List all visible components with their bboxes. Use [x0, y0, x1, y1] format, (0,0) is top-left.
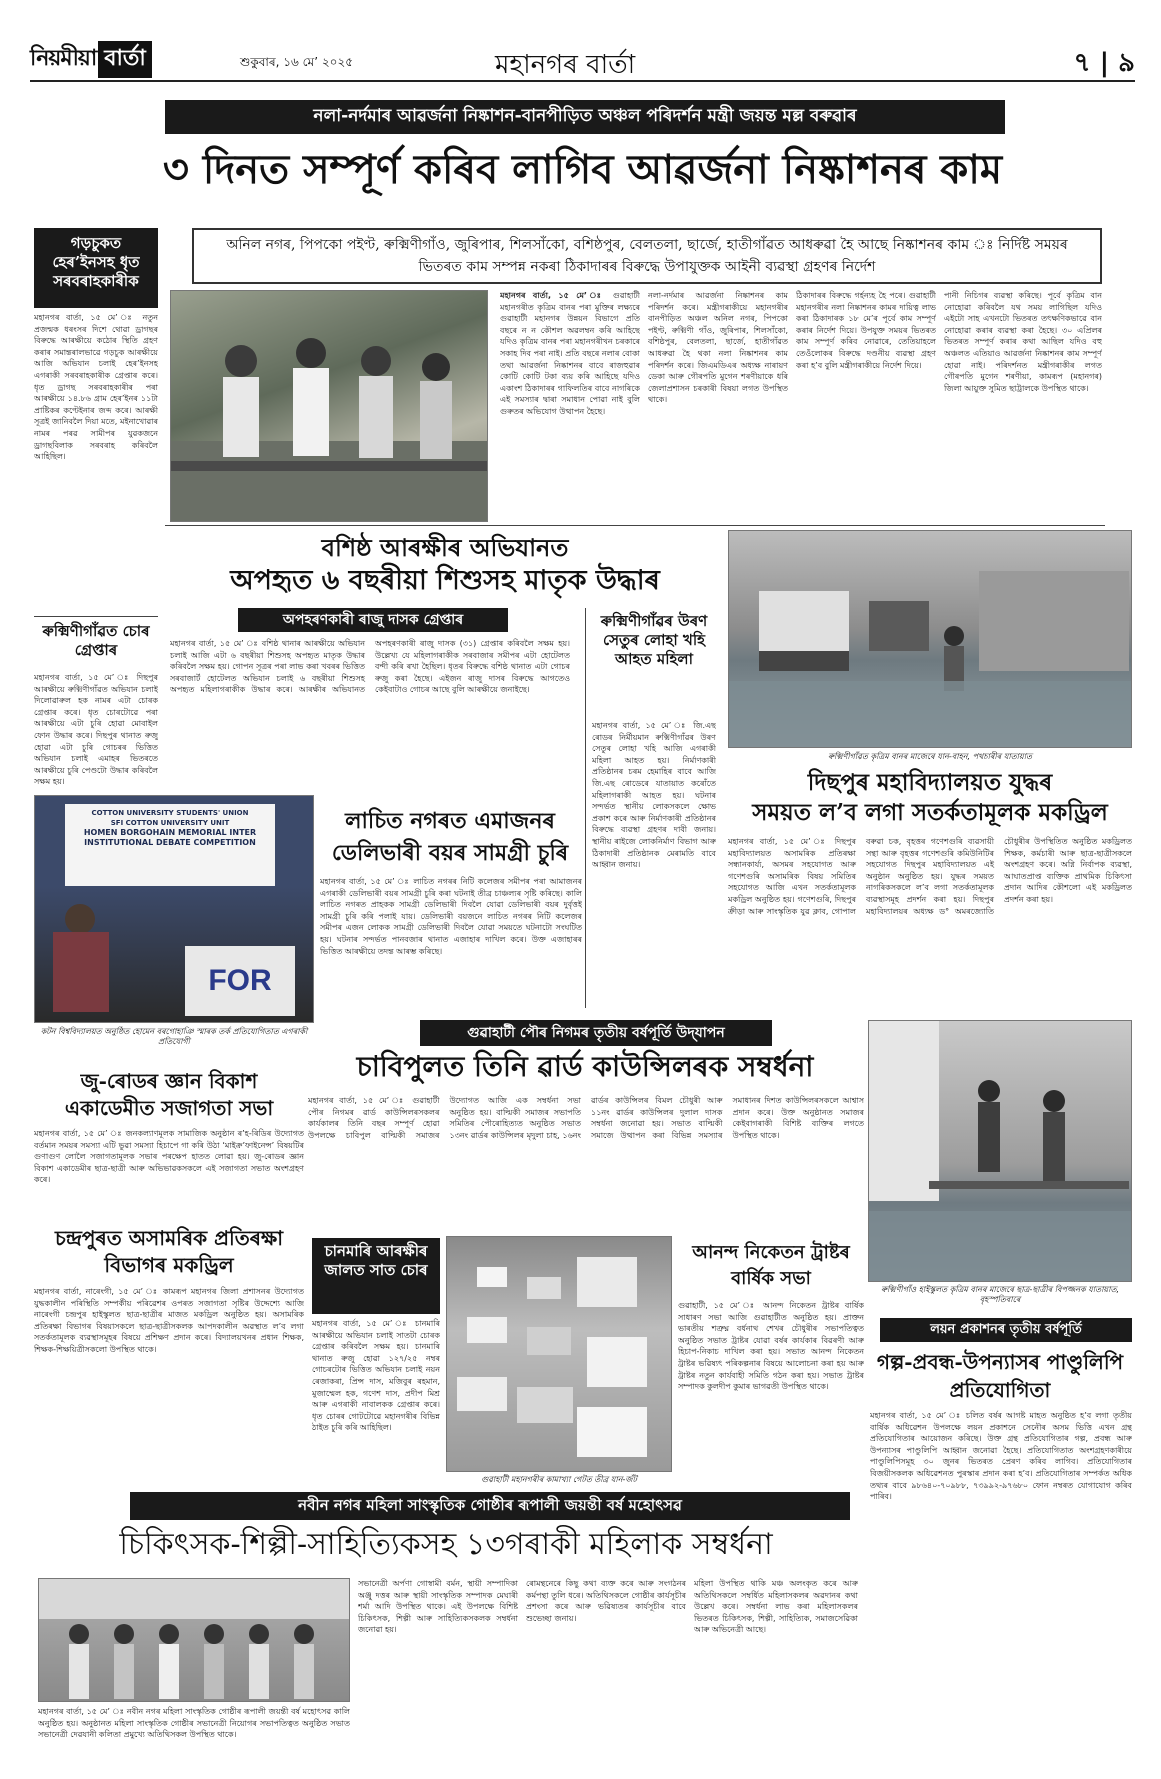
zoo-body: মহানগৰ বাৰ্তা, ১৫ মে’ ঃ জনকল্যাণমূলক সামাজিক অনুষ্ঠান ৰ’হ-ৰিডিৰ উদ্যোগত বৰ্তমান সময়ৰ সমস্যা এটি ভুৱা সমস্যা হিচাপে গা কৰি উঠা ‘মাইক্ৰ’ফাইনেন্স’ বিষয়টিৰ গুণাগুণ লোলৈ সজাগতামূলক সভাৰ পৰক্ষেপ হাতত লোৱা হয়। জু-ৰোডৰ জ্ঞান বিকাশ একাডেমীৰ ছাত্ৰ-ছাত্ৰী আৰু অভিভাৱকসকলে এই সজাগতা সভাত অংশগ্ৰহণ কৰে।: [34, 1129, 304, 1185]
podium: FOR: [185, 946, 295, 1016]
flood-illustration: [729, 531, 1132, 748]
zoo-headline: জু-ৰোডৰ জ্ঞান বিকাশ একাডেমীত সজাগতা সভা: [64, 1069, 274, 1120]
debate-competition-photo: [34, 795, 314, 1023]
lead-headline: ৩ দিনত সম্পূৰ্ণ কৰিব লাগিব আৱৰ্জনা নিষ্কাশনৰ কাম: [162, 146, 1003, 193]
students-illustration: [869, 1021, 1132, 1282]
chandmari-body: মহানগৰ বাৰ্তা, ১৫ মে’ ঃ চানমাৰি আৰক্ষীয়ে অভিযান চলাই সাতটা চোৰক গ্ৰেপ্তাৰ কৰিবলৈ সক্ষম হয়। চানমাৰি থানাত ৰুজু হোৱা ১২৭/২৫ নম্বৰ গোচৰটোৰ ভিত্তিত অভিযান চলাই নয়ন ৰেজাকৰা, প্ৰিন্স দাস, মজিবুৰ ৰহমান, মুজাম্মেল হক, গণেশ দাস, প্ৰদীপ মিশ্ৰ আৰু এগৰাকী নাবালকক গ্ৰেপ্তাৰ কৰে। ধৃত চোৰৰ গোটটোৱে মহানগৰীৰ বিভিন্ন ঠাইত চুৰি কৰি আহিছিল।: [312, 1319, 440, 1433]
traffic-photo-caption: গুৱাহাটী মহানগৰীৰ কামাখ্যা গেটত তীব্ৰ যান-জঁট: [481, 1475, 637, 1484]
page-number: ৭ | ৯: [1073, 48, 1135, 78]
brief-theft-body: মহানগৰ বাৰ্তা, ১৫ মে’ ঃ দিছপুৰ আৰক্ষীয়ে ৰুক্মিণীগাঁৱত অভিযান চলাই দিলোৱাৰুল হক নামৰ এটা চোৰক গ্ৰেপ্তাৰ কৰে। ধৃত চোৰটোৱে পৰা আৰক্ষীয়ে এটা চুৰি হোৱা মোবাইল ফোন উদ্ধাৰ কৰে। দিছপুৰ থানাত ৰুজু হোৱা এটা চুৰি গোচৰৰ ভিত্তিত অভিযান চলাই এমাহৰ ভিতৰতে আৰক্ষীয়ে চুৰি পেণ্ডটো উদ্ধাৰ কৰিবলৈ সক্ষম হয়।: [34, 673, 158, 787]
minister-inspection-photo: [170, 290, 488, 522]
women-headline: চিকিৎসক-শিল্পী-সাহিত্যিকসহ ১৩গৰাকী মহিলাক সম্বৰ্ধনা: [119, 1527, 773, 1562]
lead-body-text1: গুৱাহাটী মহানগৰীত কৃত্ৰিম বানৰ পৰা মুক্তিৰ লক্ষ্যৰে গুৱাহাটী মহানগৰ উন্নয়ন বিভাগে প্ৰতি বছৰে ন ন কৌশল অৱলম্বন কৰি আহিছে যদিও কৃত্ৰিম বানৰ পৰা মহানগৰীখন চৰকাৰে সকাহ দিব পৰা নাই। প্ৰতি বছৰে নলাৰ বোকা তথা আৱৰ্জনা নিষ্কাশনৰ বাবে ৰাজহুৱাৰ কোটি কোটি টকা ব্যয় কৰি আহিছে যদিও একাংশ ঠিকাদাৰৰ গাফিলতিৰ বাবে নাগৰিকে এই সমস্যাৰ দ্বাৰা সমাধান পোৱা নাই বুলি গুৰুতৰ অভিযোগ উত্থাপন হৈছে।: [500, 291, 640, 416]
section-title: মহানগৰ বাৰ্তা: [495, 50, 636, 80]
divider: [165, 525, 1105, 526]
divider: [585, 608, 586, 1008]
lead-body-col2: নলা-নৰ্দমাৰ আৱৰ্জনা নিষ্কাশনৰ কাম পৰিদৰ্শন কৰে। মন্ত্ৰীগৰাকীয়ে মহানগৰীৰ বানপীড়িত অঞ্চল অনিল নগৰ, পিপকো পইণ্ট, ৰুক্মিণী গাঁও, জুৰিপাৰ, শিলসাঁকো, বশিষ্ঠপুৰ, বেলতলা, ছাৰ্জে, হাতীগাঁৱত আধৰুৱা হৈ থকা নলা নিষ্কাশনৰ কাম পৰিদৰ্শন কৰে। জিএমডিএৰ অধ্যক্ষ নাৰায়ণ ডেকা আৰু গৌৰপতি মুগেন শৰণীয়াকে ধৰি জেলাপ্ৰশাসন চৰকাৰী বিষয়া লগত উপস্থিত থাকে।: [648, 291, 788, 405]
speaker-head: [65, 904, 95, 934]
ananda-headline: আনন্দ নিকেতন ট্ৰাষ্টৰ বাৰ্ষিক সভা: [692, 1242, 850, 1289]
lion-strap: লয়ন প্ৰকাশনৰ তৃতীয় বৰ্ষপূৰ্তি: [880, 1318, 1132, 1342]
lion-headline: গল্প-প্ৰবন্ধ-উপন্যাসৰ পাণ্ডুলিপি প্ৰতিযোগিতা: [876, 1350, 1124, 1402]
rescue-body: মহানগৰ বাৰ্তা, ১৫ মে’ ঃ বশিষ্ঠ থানাৰ আৰক্ষীয়ে অভিযান চলাই আজি এটা ৬ বছৰীয়া শিশুসহ অপহৃত মাতৃক উদ্ধাৰ কৰিবলৈ সক্ষম হয়। গোপন সূত্ৰৰ পৰা লাভ কৰা খবৰৰ ভিত্তিত সৰবাজাৰ্ট হোটেলত অভিযান চলাই ৬ বছৰীয়া শিশুসহ অপহৃত মহিলাগৰাকীক উদ্ধাৰ কৰে। আৰক্ষীৰ অভিযানত অপহৰণকাৰী ৰাজু দাসক (৩১) গ্ৰেপ্তাৰ কৰিবলৈ সক্ষম হয়। উল্লেখ্য যে মহিলাগৰাকীক সৰবাজাৰ সমীপৰ এটা হোটেলত বন্দী কৰি ৰখা হৈছিল। ধৃতৰ বিৰুদ্ধে বশিষ্ঠ থানাত এটা গোচৰ ৰুজু কৰা হৈছে। এইজন ৰাজু দাসৰ বিৰুদ্ধে আগতেও কেইবাটাও গোচৰ আছে বুলি আৰক্ষীয়ে জনাইছে।: [170, 639, 570, 695]
issue-date: শুকুবাৰ, ১৬ মে’ ২০২৫: [240, 55, 354, 69]
flood-photo-caption: ৰুক্মিণীগাঁৱত কৃত্ৰিম বানৰ মাজেৰে যান-বাহন, পথচাৰীৰ যাতায়াত: [827, 752, 1033, 761]
bridge-body: মহানগৰ বাৰ্তা, ১৫ মে’ ঃ জি.এছ ৰোডৰ নিৰ্মীয়মান ৰুক্মিণীগাঁৱৰ উৰণ সেতুৰ লোহা খহি আজি এগৰাকী মহিলা আহত হয়। নিৰ্মাণকাৰী প্ৰতিষ্ঠানৰ চৰম হেমাহিৰ বাবে আজি জি.এছ ৰোডেৰে যাতায়াত কৰোঁতে মহিলাগৰাকী আহত হয়। ঘটনাৰ সন্দৰ্ভত স্থানীয় লোকসকলে ক্ষোভ প্ৰকাশ কৰে আৰু নিৰ্মাণকাৰী প্ৰতিষ্ঠানৰ বিৰুদ্ধে ব্যৱস্থা গ্ৰহণৰ দাবী জনায়। স্থানীয় ৰাইজে লোকনিৰ্মাণ বিভাগ আৰু ঠিকাদাৰী প্ৰতিষ্ঠানক মেৰামতি বাবে আহ্বান জনায়।: [592, 721, 716, 870]
lead-body-col3: ঠিকাদাৰৰ বিৰুদ্ধে গৰ্হন্যহ হৈ পৰে। গুৱাহাটী মহানগৰীৰ নলা নিষ্কাশনৰ কামৰ দায়িত্ব লাভ কৰা ঠিকাদাৰক ১৮ মে’ৰ পূৰ্বে কাম সম্পূৰ্ণ কৰাৰ নিৰ্দেশ দিয়ে। উপযুক্ত সময়ৰ ভিতৰত কাম সম্পূৰ্ণ কৰিব নোৱাৰে, তেতিয়াহলে তেওঁলোকৰ বিৰুদ্ধে দণ্ডনীয় ব্যৱস্থা গ্ৰহণ কৰা হ’ব বুলি মন্ত্ৰীগৰাকীয়ে নিৰ্দেশ দিয়ে।: [796, 291, 936, 370]
school-flood-photo: [868, 1020, 1132, 1282]
event-banner: [65, 804, 275, 886]
dispur-headline2: সময়ত ল’ব লগা সতৰ্কতামূলক মকড্ৰিল: [752, 799, 1108, 826]
dispur-body: মহানগৰ বাৰ্তা, ১৫ মে’ ঃ দিছপুৰ মহাবিদ্যালয়ত অসামৰিক প্ৰতিৰক্ষা সন্ধানকাৰ্য্য, অসমৰ সহযোগত আৰু গণেশগুৰি অসামৰিক বিষয় সমিতিৰ সহযোগত আজি এখন সতৰ্কতামূলক মকড্ৰিল অনুষ্ঠিত হয়। গণেশগুৰি, দিছপুৰ ক্ৰীড়া আৰু সাংস্কৃতিক যুৱ ক্লাব, গোপাল বৰুৱা চক, বৃহত্তৰ গণেশগুৰি ব্যৱসায়ী সন্থা আৰু বৃহত্তৰ গণেশগুৰি কমিউনিটিৰ সহযোগত দিছপুৰ মহাবিদ্যালয়ত এই অনুষ্ঠান অনুষ্ঠিত হয়। যুদ্ধৰ সময়ত নাগৰিকসকলে ল’ব লগা সতৰ্কতামূলক ব্যৱস্থাসমূহ প্ৰদৰ্শন কৰা হয়। দিছপুৰ মহাবিদ্যালয়ৰ অধ্যক্ষ ড° অমৰজ্যোতি চৌধুৰীৰ উপস্থিতিত অনুষ্ঠিত মকড্ৰিলত শিক্ষক, কৰ্মচাৰী আৰু ছাত্ৰ-ছাত্ৰীসকলে অংশগ্ৰহণ কৰে। অগ্নি নিৰ্বাপক ব্যৱস্থা, আঘাতপ্ৰাপ্ত ব্যক্তিক প্ৰাথমিক চিকিৎসা প্ৰদান আদিৰ কৌশলো এই মকড্ৰিলত প্ৰদৰ্শন কৰা হয়।: [728, 837, 1132, 916]
logo-part2: বাৰ্তা: [98, 41, 152, 78]
masthead: [30, 42, 1135, 82]
bridge-title: ৰুক্মিণীগাঁৱৰ উৰণ সেতুৰ লোহা খহি আহত মহিলা: [600, 612, 708, 668]
school-photo-caption: ৰুক্মিণীগাঁও হাইস্কুলত কৃত্ৰিম বানৰ মাজেৰে ছাত্ৰ-ছাত্ৰীৰ বিপজ্জনক যাতায়াত, বৃহস্পতিবাৰে: [880, 1285, 1120, 1304]
banner-line1: COTTON UNIVERSITY STUDENTS' UNION: [91, 809, 249, 817]
chandmari-title: চানমাৰি আৰক্ষীৰ জালত সাত চোৰ: [312, 1238, 440, 1314]
women-body3: ৰোমন্থনেৰে কিছু কথা ব্যক্ত কৰে আৰু সংগঠনৰ কৰ্মপন্থা তুলি ধৰে। অতিথিসকলে গোষ্ঠীৰ কাৰ্যসূচীৰ প্ৰশংসা কৰে আৰু ভৱিষ্যতৰ কাৰ্যসূচীৰ বাবে শুভেচ্ছা জনায়।: [526, 1579, 686, 1623]
chandrapur-headline: চন্দ্ৰপুৰত অসামৰিক প্ৰতিৰক্ষা বিভাগৰ মকড্ৰিল: [54, 1226, 284, 1277]
dispur-headline1: দিছপুৰ মহাবিদ্যালয়ত যুদ্ধৰ: [807, 769, 1053, 796]
ananda-body: গুৱাহাটী, ১৫ মে’ ঃ আনন্দ নিকেতন ট্ৰাষ্টৰ বাৰ্ষিক সাধাৰণ সভা আজি গুৱাহাটীত অনুষ্ঠিত হয়। প্ৰাক্তন ভাৰতীয় শত্ৰুঘ্ন বৰ্ধনাথ শেখৰ চৌধুৰীৰ সভাপতিত্বত অনুষ্ঠিত সভাত ট্ৰাষ্টৰ যোৱা বৰ্ষৰ কাৰ্যকাৰ বিৱৰণী আৰু হিচাপ-নিকাচ দাখিল কৰা হয়। সভাত আনন্দ নিকেতন ট্ৰাষ্টৰ ভৱিষ্যৎ পৰিকল্পনাৰ বিষয়ে আলোচনা কৰা হয় আৰু ট্ৰাষ্টৰ নতুন কাৰ্যবাহী সমিতি গঠন কৰা হয়। সভাত ট্ৰাষ্টৰ সম্পাদক কুলদীপ কুমাৰ ভাগৱতী উপস্থিত থাকে।: [678, 1301, 864, 1392]
banner-line3: HOMEN BORGOHAIN MEMORIAL INTER INSTITUTIONAL DEBATE COMPETITION: [83, 828, 257, 847]
brief-heroin-title: গড়চুকত হেৰ’ইনসহ ধৃত সৰবৰাহকাৰীক: [34, 228, 158, 308]
lion-body: মহানগৰ বাৰ্তা, ১৫ মে’ ঃ চলিত বৰ্ষৰ আগষ্ট মাহত অনুষ্ঠিত হ’ব লগা তৃতীয় বাৰ্ষিক অধিৱেশন উপলক্ষে লয়ন প্ৰকাশনে সেনৌৰ অসম ভিত্তি এখন গ্ৰন্থ প্ৰতিযোগিতাৰ আয়োজন কৰিছে। উক্ত গ্ৰন্থ প্ৰতিযোগিতাৰ গল্প, প্ৰবন্ধ আৰু উপন্যাসৰ পাণ্ডুলিপি আহ্বান জনোৱা হৈছে। প্ৰতিযোগিতাত অংশগ্ৰহণকাৰীয়ে পাণ্ডুলিপিসমূহ ৩০ জুনৰ ভিতৰত প্ৰেৰণ কৰিব লাগিব। প্ৰতিযোগিতাৰ বিজয়ীসকলক অধিৱেশনত পুৰস্কাৰ প্ৰদান কৰা হ’ব। প্ৰতিযোগিতাৰ সম্পৰ্কত অধিক তথ্যৰ বাবে ৯৮৬৪০-৭০৯৮৮, ৭৩৯৯২-৯৭৬৮০ ফোন নম্বৰত যোগাযোগ কৰিব পাৰিব।: [870, 1411, 1132, 1502]
women-body2: সভানেত্ৰী অৰ্পণা গোস্বামী বৰ্মন, স্থায়ী সম্পাদিকা অঞ্জু দত্তৰ আৰু স্থায়ী সাংস্কৃতিক সম্পাদক মেঘাৰী শৰ্মা আদি উপস্থিত থাকে। এই উপলক্ষে বিশিষ্ট চিকিৎসক, শিল্পী আৰু সাহিত্যিকসকলক সম্বৰ্ধনা জনোৱা হয়।: [358, 1579, 518, 1635]
women-body1: মহানগৰ বাৰ্তা, ১৫ মে’ ঃ নবীন নগৰ মহিলা সাংস্কৃতিক গোষ্ঠীৰ ৰূপালী জয়ন্তী বৰ্ষ মহোৎসৱ কালি অনুষ্ঠিত হয়। অনুষ্ঠানত মহিলা সাংস্কৃতিক গোষ্ঠীৰ সভানেত্ৰী নিয়োগৰ সভাপতিত্বত অনুষ্ঠিত সভাত সভানেত্ৰী দেৱযানী কলিতা প্ৰমুখ্যে অতিথিসকল উপস্থিত থাকে।: [38, 1707, 350, 1740]
gmc-body: মহানগৰ বাৰ্তা, ১৫ মে’ ঃ গুৱাহাটী পৌৰ নিগমৰ ৱাৰ্ড কাউন্সিলৰসকলৰ কাৰ্যকালৰ তিনি বছৰ সম্পূৰ্ণ হোৱা উপলক্ষে চাবিপুল বাল্মিকী সমাজৰ উদ্যোগত আজি এক সম্বৰ্ধনা সভা অনুষ্ঠিত হয়। বাল্মিকী সমাজৰ সভাপতি সমিতিৰ পৌৰোহিত্যত অনুষ্ঠিত সভাত ১৩নং ৱাৰ্ডৰ কাউন্সিলৰ মৃদুলা চাহ, ১৬নং ৱাৰ্ডৰ কাউন্সিলৰ বিমল চৌধুৰী আৰু ১১নং ৱাৰ্ডৰ কাউন্সিলৰ দুলাল দাসক সম্বৰ্ধনা জনোৱা হয়। সভাত বাল্মিকী সমাজে উত্থাপন কৰা বিভিন্ন সমস্যাৰ সমাধানৰ দিশত কাউন্সিলৰসকলে আশ্বাস প্ৰদান কৰে। উক্ত অনুষ্ঠানত সমাজৰ কেইবাগৰাকী বিশিষ্ট ব্যক্তিৰ লগতে উপস্থিত থাকে।: [308, 1096, 864, 1140]
group-illustration: [39, 1579, 350, 1702]
speaker-body: [53, 932, 109, 1012]
gmc-strap: গুৱাহাটী পৌৰ নিগমৰ তৃতীয় বৰ্ষপূৰ্তি উদ্‌যাপন: [420, 1020, 772, 1046]
divider: [34, 616, 158, 617]
amazon-body: মহানগৰ বাৰ্তা, ১৫ মে’ ঃ লাচিত নগৰৰ নিটি কলেজৰ সমীপৰ পৰা আমাজনৰ এগৰাকী ডেলিভাৰী বয়ৰ সামগ্ৰী চুৰি কৰা ঘটনাই তীব্ৰ চাঞ্চল্যৰ সৃষ্টি কৰিছে। কালি লাচিত নগৰত প্ৰাহকক সামগ্ৰী ডেলিভাৰী দিবলৈ যোৱা ডেলিভাৰী বয়ৰ দুৰ্বৃত্তই সামগ্ৰী চুৰি কৰি পলাই যায়। ডেলিভাৰী বয়জনে লাচিত নগৰৰ নিটি কলেজৰ সমীপৰ এজন লোকক সামগ্ৰী ডেলিভাৰী দিবলৈ যোৱা সময়তে ঘটনাটো সংঘটিত হয়। ঘটনাৰ সন্দৰ্ভত পানবজাৰ থানাত এজাহাৰ দাখিল কৰে। উক্ত এজাহাৰৰ ভিত্তিত আৰক্ষীয়ে তদন্ত আৰম্ভ কৰিছে।: [320, 877, 582, 956]
women-strap: নবীন নগৰ মহিলা সাংস্কৃতিক গোষ্ঠীৰ ৰূপালী জয়ন্তী বৰ্ষ মহোৎসৱ: [130, 1492, 850, 1520]
traffic-illustration: [447, 1237, 672, 1472]
newspaper-logo: [30, 42, 152, 76]
lead-dateline: মহানগৰ বাৰ্তা, ১৫ মে’ ঃ: [500, 291, 606, 300]
logo-part1: নিয়মীয়া: [30, 45, 97, 71]
women-body4: মহিলা উপস্থিত থাকি মঞ্চ অলংকৃত কৰে আৰু অতিথিসকলে সম্বৰ্ধিত মহিলাসকলৰ অৱদানৰ কথা উল্লেখ কৰে। সম্বৰ্ধনা লাভ কৰা মহিলাসকলৰ ভিতৰত চিকিৎসক, শিল্পী, সাহিত্যিক, সমাজসেৱিকা আৰু অভিনেত্ৰী আছে।: [694, 1579, 858, 1635]
traffic-jam-photo: [446, 1236, 672, 1472]
gmc-headline: চাবিপুলত তিনি ৱাৰ্ড কাউন্সিলৰক সম্বৰ্ধনা: [356, 1050, 814, 1083]
rescue-headline1: বশিষ্ঠ আৰক্ষীৰ অভিযানত: [321, 533, 569, 562]
flood-street-photo: [728, 530, 1132, 748]
crowd-illustration: [171, 291, 488, 522]
rescue-headline2: অপহৃত ৬ বছৰীয়া শিশুসহ মাতৃক উদ্ধাৰ: [230, 565, 660, 596]
lead-body-col4: পানী নিচিগৰ ব্যৱস্থা কৰিছে। পূৰ্বে কৃত্ৰিম বান নোহোৱা কৰিবলৈ যথ সময় লাগিছিল যদিও এইটো সাহ এখনটো ভিতৰত তৎক্ষণিকভাৱে বান নোহোৱা কৰাৰ ব্যৱস্থা কৰা হৈছে। ৩০ এপ্ৰিলৰ ভিতৰত সম্পূৰ্ণ কৰাৰ কথা আছিল যদিও বহু অঞ্চলত এতিয়াও আৱৰ্জনা নিষ্কাশনৰ কাম সম্পূৰ্ণ হোৱা নাই। পৰিদৰ্শনত মন্ত্ৰীগৰাকীৰ লগত গৌৰপতি মুগেন শৰণীয়া, কামৰূপ (মহানগৰ) জিলা আয়ুক্ত সুমিত ছাট্ৰালকে উপস্থিত থাকে।: [944, 291, 1102, 393]
chandrapur-body: মহানগৰ বাৰ্তা, নাৰেংগী, ১৫ মে’ ঃ কামৰূপ মহানগৰ জিলা প্ৰশাসনৰ উদ্যোগত যুদ্ধকালীন পৰিস্থিতি সম্পৰ্কীয় পৰিৱেশৰ ওপৰত সজাগতা সৃষ্টিৰ উদ্দেশ্যে আজি নাৰেংগী চন্দ্ৰপুৰ হাইস্কুলত ছাত্ৰ-ছাত্ৰীৰ মাজত মকড্ৰিল অনুষ্ঠিত হয়। অসামৰিক প্ৰতিৰক্ষা বিভাগৰ বিষয়াসকলে ছাত্ৰ-ছাত্ৰীসকলক আপদকালীন অৱস্থাত ল’ব লগা সতৰ্কতামূলক ব্যৱস্থাসমূহৰ বিষয়ে প্ৰশিক্ষণ প্ৰদান কৰে। বিদ্যালয়খনৰ প্ৰধান শিক্ষক, শিক্ষক-শিক্ষয়িত্ৰীসকলো উপস্থিত থাকে।: [34, 1287, 304, 1354]
women-felicitation-photo: [38, 1578, 350, 1702]
brief-heroin-body: মহানগৰ বাৰ্তা, ১৫ মে’ ঃ নতুন প্ৰজন্মক ধৰংসৰ দিশে থোৱা ড্ৰাগছৰ বিৰুদ্ধে আৰক্ষীয়ে কঠোৰ স্থিতি গ্ৰহণ কৰাৰ সমান্তৰালভাৱে গড়চুক আৰক্ষীয়ে আজি অভিযান চলাই হেৰ’ইনসহ এগৰাকী সৰবৰাহকাৰীক গ্ৰেপ্তাৰ কৰে। ধৃত ড্ৰাগছ সৰবৰাহকাৰীৰ পৰা আৰক্ষীয়ে ১৪.৮৬ গ্ৰাম হেৰ’ইনৰ ১১টা প্ৰাষ্টিকৰ কণ্টেইনাৰ জব্দ কৰে। আৰক্ষী সূত্ৰই জানিবলৈ দিয়া মতে, মইনাখোৱাৰ নামৰ পৰৱ সামীপৰ যুৱকজনে ড্ৰাগছবিলাক সৰবৰাহ কৰিবলৈ আহিছিল।: [34, 313, 158, 462]
banner-line2: SFI COTTON UNIVERSITY UNIT: [110, 819, 230, 827]
lead-subdeck: অনিল নগৰ, পিপকো পইণ্ট, ৰুক্মিণীগাঁও, জুৰিপাৰ, শিলসাঁকো, বশিষ্ঠপুৰ, বেলতলা, ছাৰ্জে, হাতীগাঁৱত আধৰুৱা হৈ আছে নিষ্কাশনৰ কাম ঃ নিৰ্দিষ্ট সময়ৰ ভিতৰত কাম সম্পন্ন নকৰা ঠিকাদাৰৰ বিৰুদ্ধে উপাযুক্তক আইনী ব্যৱস্থা গ্ৰহণৰ নিৰ্দেশ: [192, 228, 1102, 284]
debate-photo-caption: কটন বিশ্ববিদ্যালয়ত অনুষ্ঠিত হোমেন বৰগোহাঞি স্মাৰক তৰ্ক প্ৰতিযোগিতাত এগৰাকী প্ৰতিযোগী: [40, 1027, 308, 1046]
rescue-strap: অপহৰণকাৰী ৰাজু দাসক গ্ৰেপ্তাৰ: [238, 608, 508, 632]
lead-body-col1: [500, 290, 640, 522]
brief-theft-title: ৰুক্মিণীগাঁৱত চোৰ গ্ৰেপ্তাৰ: [42, 622, 150, 659]
amazon-headline: লাচিত নগৰত এমাজনৰ ডেলিভাৰী বয়ৰ সামগ্ৰী চুৰি: [331, 808, 569, 866]
lead-strap: নলা-নৰ্দমাৰ আৱৰ্জনা নিষ্কাশন-বানপীড়িত অঞ্চল পৰিদৰ্শন মন্ত্ৰী জয়ন্ত মল্ল বৰুৱাৰ: [165, 100, 1005, 134]
